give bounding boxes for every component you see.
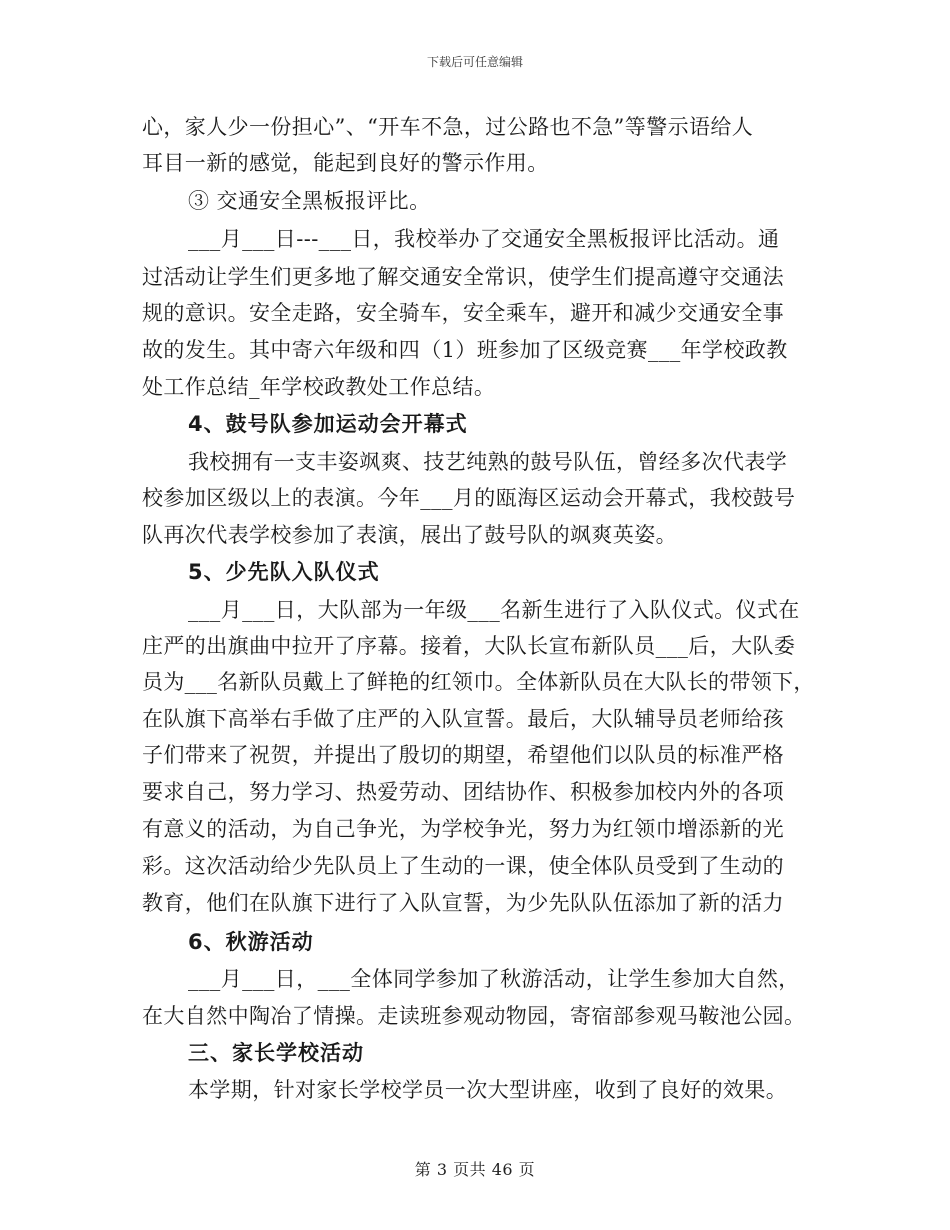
paragraph-line: 庄严的出旗曲中拉开了序幕。接着，大队长宣布新队员___后，大队委 [142, 634, 796, 658]
paragraph-line: 教育，他们在队旗下进行了入队宣誓，为少先队队伍添加了新的活力 [142, 891, 784, 915]
paragraph-line: 在队旗下高举右手做了庄严的入队宣誓。最后，大队辅导员老师给孩 [142, 707, 784, 731]
paragraph-line: ③ 交通安全黑板报评比。 [188, 189, 431, 213]
page-header-note: 下载后可任意编辑 [426, 55, 523, 69]
paragraph-line: 我校拥有一支丰姿飒爽、技艺纯熟的鼓号队伍，曾经多次代表学 [188, 450, 788, 474]
paragraph-line: 耳目一新的感觉，能起到良好的警示作用。 [142, 151, 549, 175]
paragraph-line: 队再次代表学校参加了表演，展出了鼓号队的飒爽英姿。 [142, 523, 677, 547]
paragraph-line: 故的发生。其中寄六年级和四（1）班参加了区级竞赛___年学校政教 [142, 338, 788, 362]
paragraph-line: 彩。这次活动给少先队员上了生动的一课，使全体队员受到了生动的 [142, 854, 784, 878]
paragraph-line: 有意义的活动，为自己争光，为学校争光，努力为红领巾增添新的光 [142, 817, 784, 841]
section-heading: 4、鼓号队参加运动会开幕式 [188, 412, 468, 436]
page-footer-number: 第 3 页共 46 页 [414, 1160, 536, 1179]
paragraph-line: ___月___日---___日，我校举办了交通安全黑板报评比活动。通 [188, 227, 780, 251]
paragraph-line: 规的意识。安全走路，安全骑车，安全乘车，避开和减少交通安全事 [142, 301, 784, 325]
paragraph-line: 要求自己，努力学习、热爱劳动、团结协作、积极参加校内外的各项 [142, 780, 784, 804]
section-heading: 6、秋游活动 [188, 930, 314, 954]
paragraph-line: 本学期，针对家长学校学员一次大型讲座，收到了良好的效果。 [188, 1078, 788, 1102]
paragraph-line: 心，家人少一份担心”、“开车不急，过公路也不急”等警示语给人 [142, 115, 754, 139]
paragraph-line: 处工作总结_年学校政教处工作总结。 [142, 375, 496, 399]
section-heading: 5、少先队入队仪式 [188, 560, 380, 584]
paragraph-line: ___月___日，___全体同学参加了秋游活动，让学生参加大自然， [188, 967, 800, 991]
paragraph-line: 员为___名新队员戴上了鲜艳的红领巾。全体新队员在大队长的带领下， [142, 670, 815, 694]
paragraph-line: 在大自然中陶冶了情操。走读班参观动物园，寄宿部参观马鞍池公园。 [142, 1004, 806, 1028]
paragraph-line: 校参加区级以上的表演。今年___月的瓯海区运动会开幕式，我校鼓号 [142, 486, 796, 510]
paragraph-line: 过活动让学生们更多地了解交通安全常识，使学生们提高遵守交通法 [142, 265, 784, 289]
section-heading: 三、家长学校活动 [188, 1041, 364, 1065]
paragraph-line: ___月___日，大队部为一年级___名新生进行了入队仪式。仪式在 [188, 598, 800, 622]
paragraph-line: 子们带来了祝贺，并提出了殷切的期望，希望他们以队员的标准严格 [142, 743, 784, 767]
